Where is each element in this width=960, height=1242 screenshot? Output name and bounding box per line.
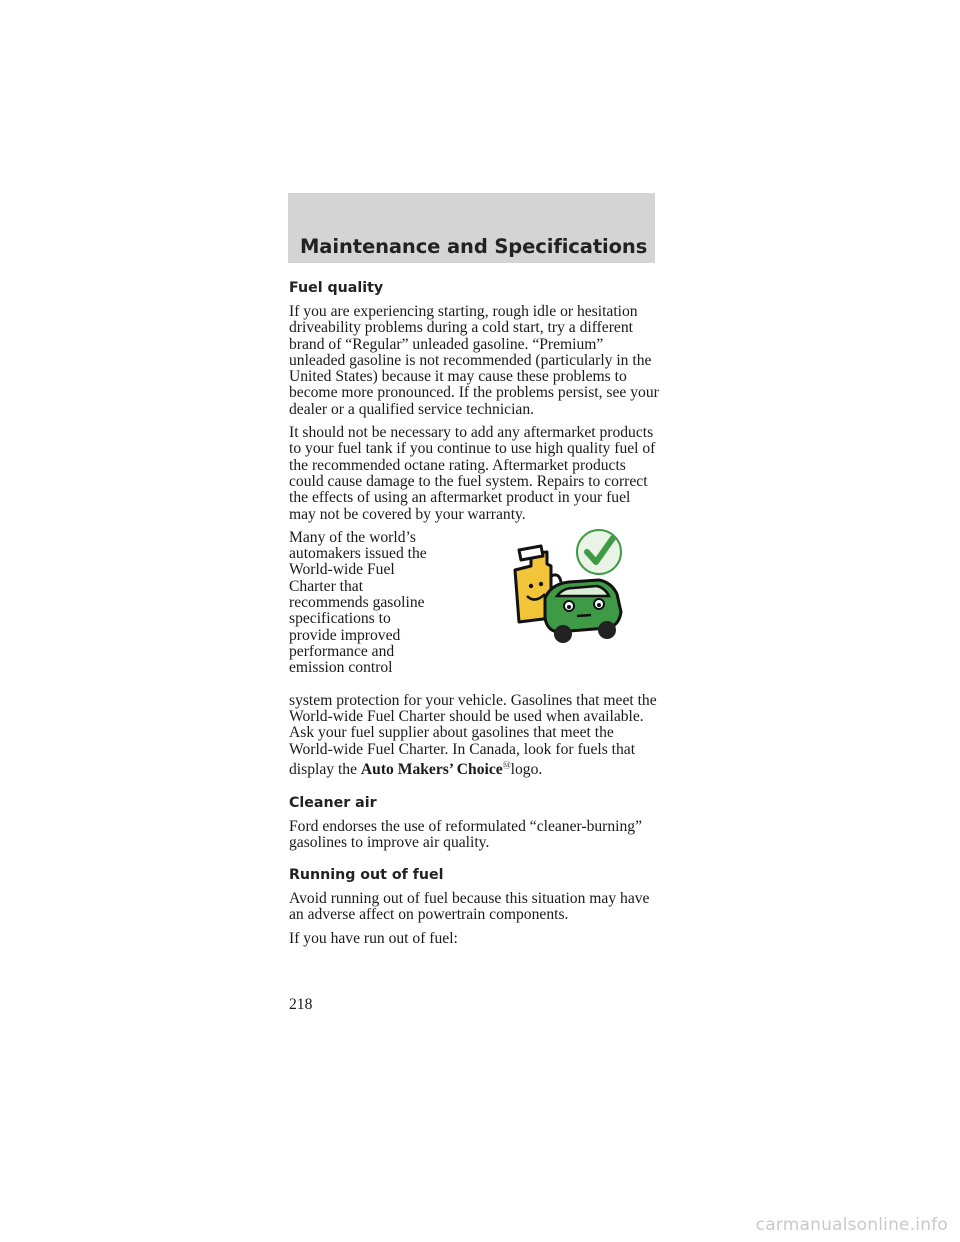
page-content (289, 278, 661, 954)
charter-line: emission control (289, 659, 393, 677)
heading-cleaner-air: Cleaner air (289, 794, 377, 811)
brand-mark-icon: Ⓜ (502, 761, 511, 771)
charter-line: specifications to (289, 610, 391, 628)
paragraph-running-out-2: If you have run out of fuel: (289, 929, 458, 947)
charter-line: performance and (289, 642, 395, 660)
charter-text: system protection for your vehicle. Gasolines that meet the World-wide Fuel Charter should be used when available. Ask your fuel supplier about gasolines that meet the World-wide Fuel Charter. In Canada, look for fuels that display the (289, 691, 657, 779)
charter-line: automakers issued the (289, 545, 427, 563)
logo-word: logo. (510, 761, 543, 779)
paragraph-fuel-charter (289, 693, 661, 779)
paragraph-fuel-quality-1: If you are experiencing starting, rough idle or hesitation driveability problems during a cold start, try a different brand of “Regular” unleaded gasoline. “Premium” unleaded gasoline is not recommended (particularly in the United States) because it may cause these problems to become more pronounced. If the problems persist, see your dealer or a qualified service technician. (289, 303, 659, 418)
charter-line: Charter that (289, 577, 364, 595)
paragraph-cleaner-air: Ford endorses the use of reformulated “cleaner-burning” gasolines to improve air quality. (289, 817, 643, 851)
page-number: 218 (289, 996, 313, 1013)
section-header (288, 193, 655, 263)
auto-makers-choice-brand: Auto Makers’ Choice (360, 761, 503, 779)
section-title: Maintenance and Specifications (300, 235, 648, 258)
paragraph-running-out-1: Avoid running out of fuel because this situation may have an adverse affect on powertrain components. (289, 890, 650, 924)
heading-running-out-of-fuel: Running out of fuel (289, 867, 444, 884)
paragraph-fuel-quality-2: It should not be necessary to add any aftermarket products to your fuel tank if you continue to use high quality fuel of the recommended octane rating. Aftermarket products could cause damage to the fuel system. Repairs to correct the effects of using an aftermarket product in your fuel may not be covered by your warranty. (289, 424, 656, 523)
heading-fuel-quality: Fuel quality (289, 280, 384, 296)
charter-line: provide improved (289, 626, 401, 644)
watermark[interactable]: carmanualsonline.info (755, 1215, 948, 1235)
charter-line: World-wide Fuel (289, 561, 395, 579)
charter-figure-block (289, 530, 661, 693)
charter-line: Many of the world’s (289, 528, 416, 546)
auto-makers-choice-logo-icon (507, 526, 627, 651)
charter-line: recommends gasoline (289, 594, 425, 612)
